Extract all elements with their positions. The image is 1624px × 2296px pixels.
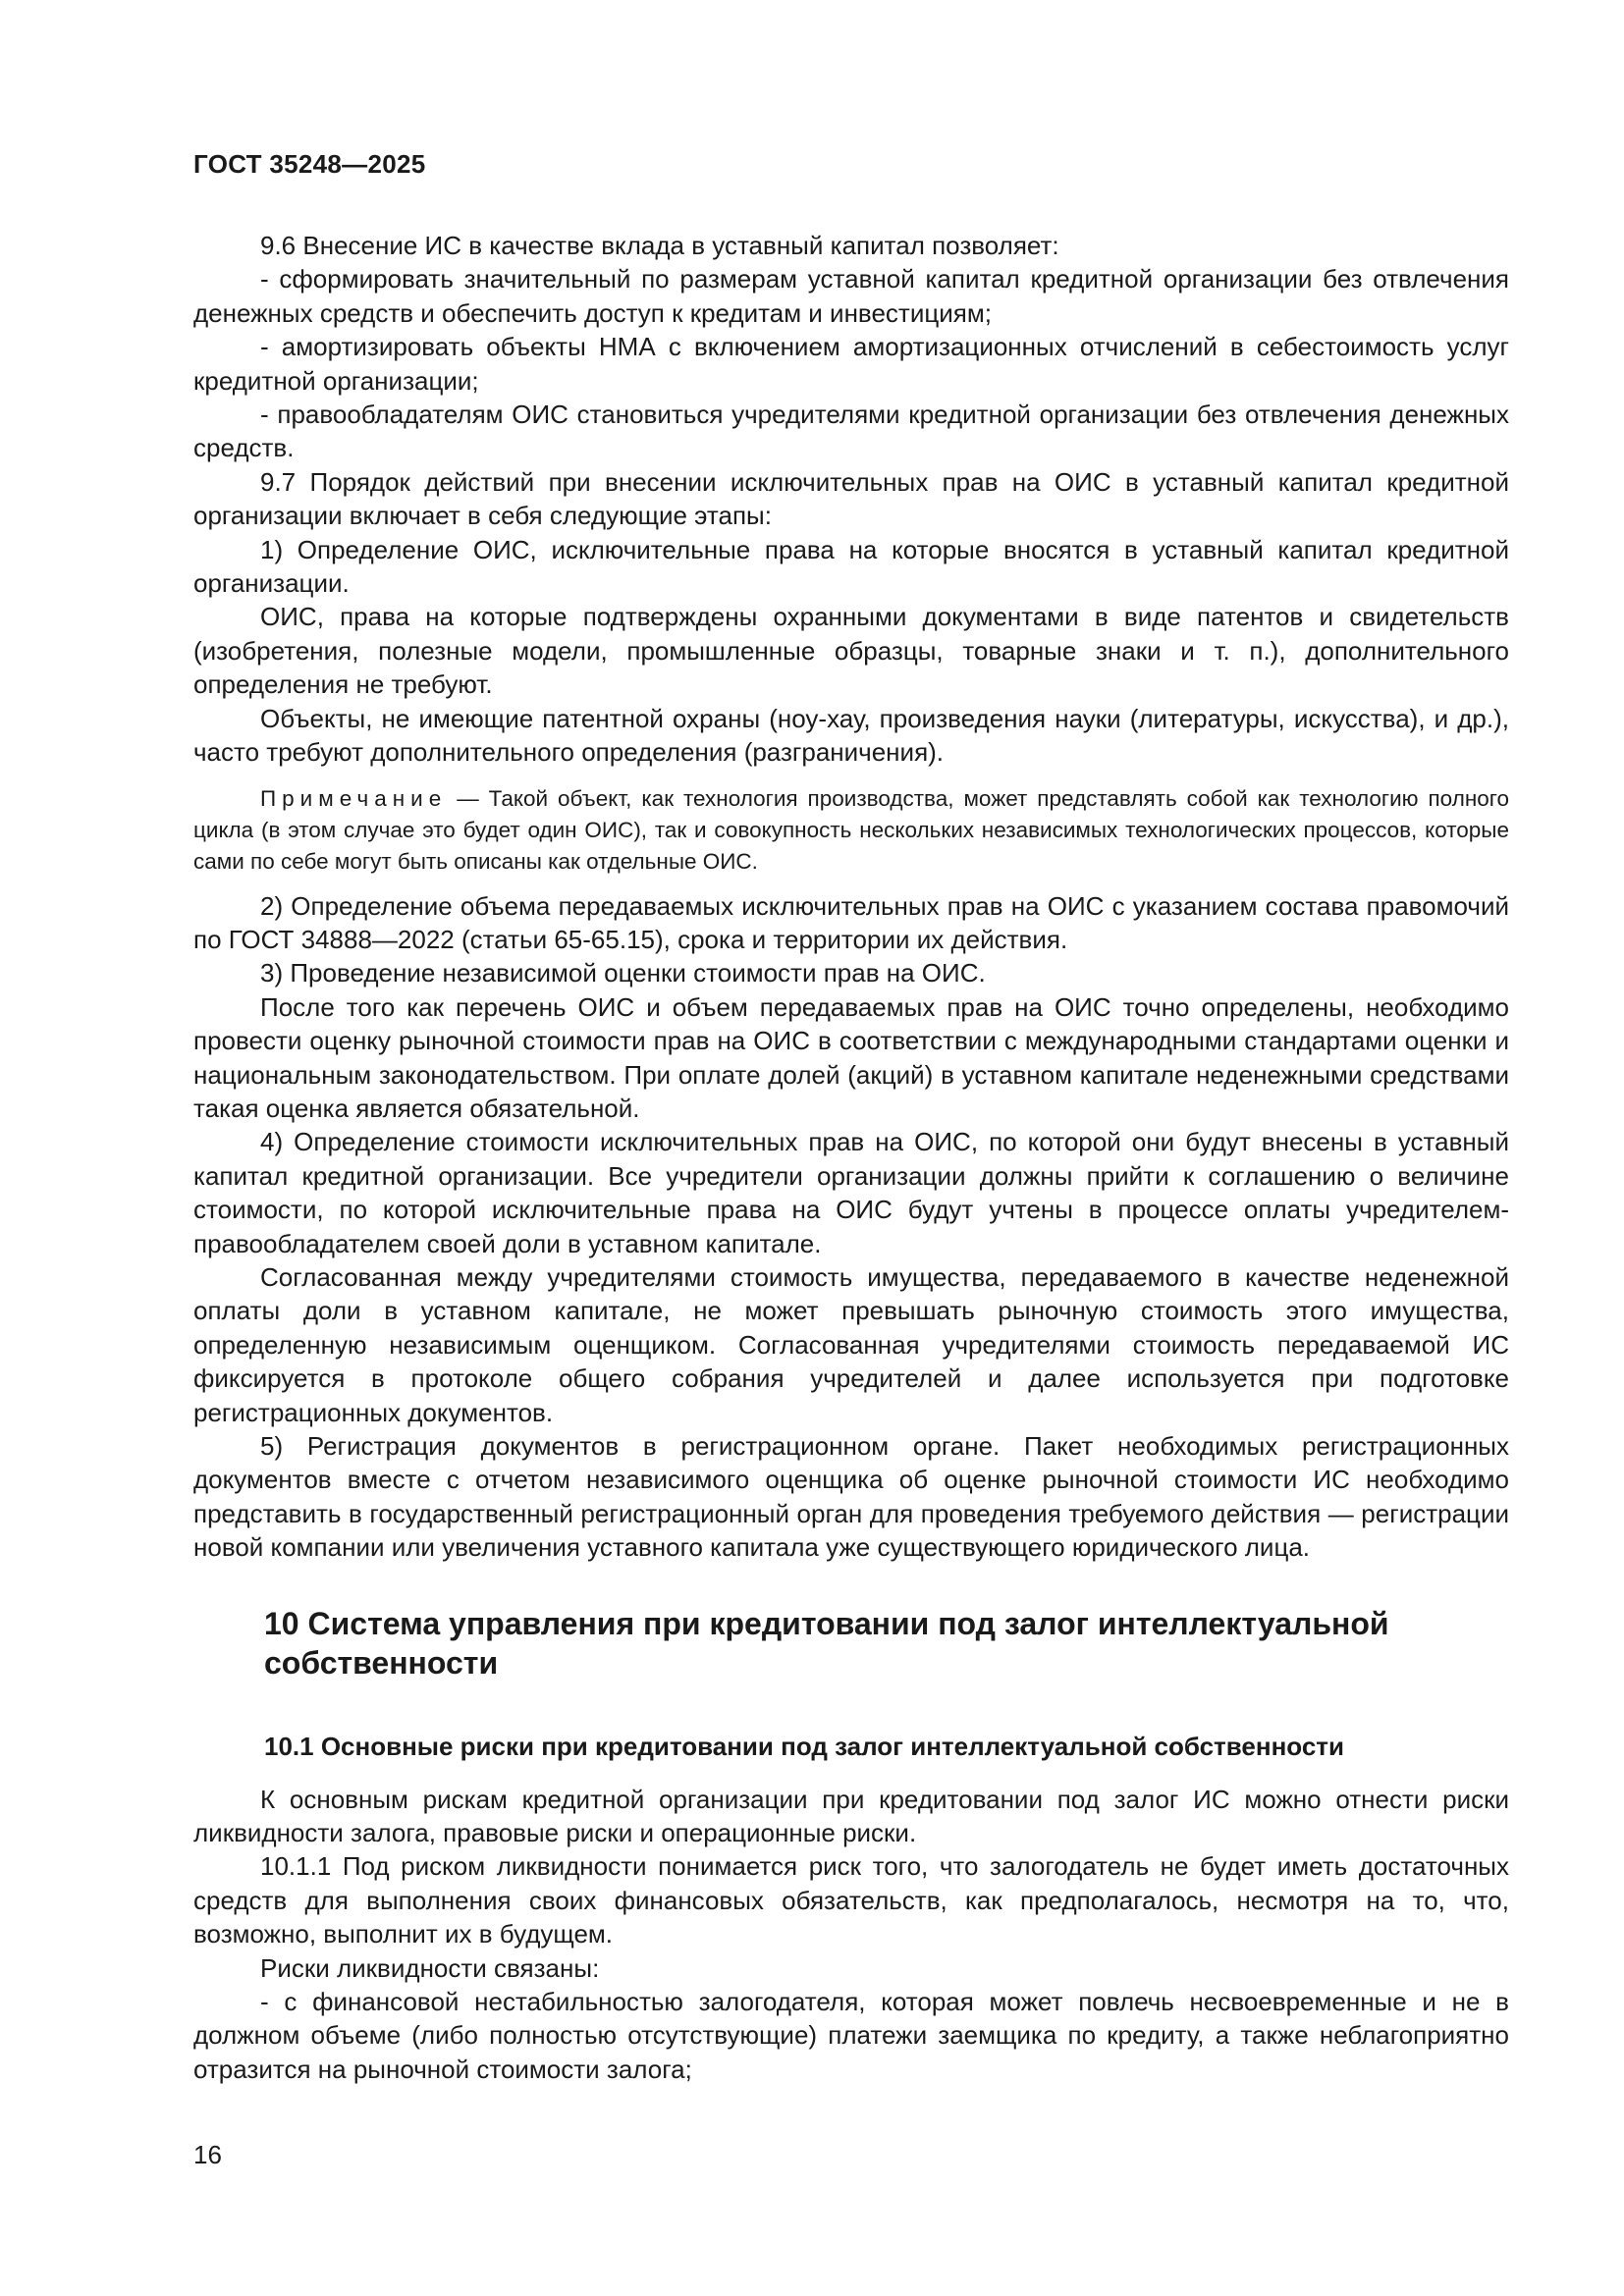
list-item: - амортизировать объекты НМА с включением амортизационных отчислений в себестоимость услуг кредитной организации; bbox=[193, 332, 1509, 396]
paragraph: Согласованная между учредителями стоимость имущества, передаваемого в качестве неденежной оплаты доли в уставном капитале, не может превышать рыночную стоимость этого имущества, определенную независимым оценщиком. Согласованная учредителями стоимость передаваемой ИС фиксируется в протоколе общего собрания учредителей и далее используется при подготовке регистрационных документов. bbox=[193, 1261, 1509, 1427]
document-body bbox=[193, 229, 1509, 2086]
paragraph: 10.1.1 Под риском ликвидности понимается риск того, что залогодатель не будет иметь достаточных средств для выполнения своих финансовых обязательств, как предполагалось, несмотря на то, что, возможно, выполнит их в будущем. bbox=[193, 1851, 1509, 1949]
paragraph: 5) Регистрация документов в регистрационном органе. Пакет необходимых регистрационных документов вместе с отчетом независимого оценщика об оценке рыночной стоимости ИС необходимо представить в государственный регистрационный орган для проведения требуемого действия — регистрации новой компании или увеличения уставного капитала уже существующего юридического лица. bbox=[193, 1431, 1509, 1563]
note bbox=[193, 783, 1509, 878]
paragraph: Объекты, не имеющие патентной охраны (ноу-хау, произведения науки (литературы, искусства), и др.), часто требуют дополнительного определения (разграничения). bbox=[193, 703, 1509, 768]
list-item: - правообладателям ОИС становиться учредителями кредитной организации без отвлечения денежных средств. bbox=[193, 400, 1509, 463]
list-item: - сформировать значительный по размерам уставной капитал кредитной организации без отвлечения денежных средств и обеспечить доступ к кредитам и инвестициям; bbox=[193, 264, 1509, 328]
page-number: 16 bbox=[193, 2140, 222, 2169]
paragraph: Риски ликвидности связаны: bbox=[260, 1952, 600, 1983]
paragraph: 4) Определение стоимости исключительных прав на ОИС, по которой они будут внесены в уставный капитал кредитной организации. Все учредители организации должны прийти к соглашению о величине стоимости, по которой исключительные права на ОИС будут учтены в процессе оплаты учредителем-правообладателем своей доли в уставном капитале. bbox=[193, 1127, 1509, 1258]
paragraph: ОИС, права на которые подтверждены охранными документами в виде патентов и свидетельств (изобретения, полезные модели, промышленные образцы, товарные знаки и т. п.), дополнительного определения не требуют. bbox=[193, 602, 1509, 700]
section-heading: 10 Система управления при кредитовании под залог интеллектуальной собственности bbox=[264, 1605, 1389, 1681]
paragraph: К основным рискам кредитной организации при кредитовании под залог ИС можно отнести риски ликвидности залога, правовые риски и операционные риски. bbox=[193, 1784, 1509, 1848]
paragraph: 1) Определение ОИС, исключительные права на которые вносятся в уставный капитал кредитной организации. bbox=[193, 534, 1509, 599]
paragraph: 3) Проведение независимой оценки стоимости прав на ОИС. bbox=[260, 958, 986, 988]
subsection-heading: 10.1 Основные риски при кредитовании под залог интеллектуальной собственности bbox=[264, 1731, 1345, 1761]
paragraph: 9.6 Внесение ИС в качестве вклада в уставный капитал позволяет: bbox=[260, 231, 1059, 260]
paragraph: После того как перечень ОИС и объем передаваемых прав на ОИС точно определены, необходимо провести оценку рыночной стоимости прав на ОИС в соответствии с международными стандартами оценки и национальным законодательством. При оплате долей (акций) в уставном капитале неденежными средствами такая оценка является обязательной. bbox=[193, 991, 1509, 1123]
paragraph: 2) Определение объема передаваемых исключительных прав на ОИС с указанием состава правомочий по ГОСТ 34888—2022 (статьи 65-65.15), срока и территории их действия. bbox=[193, 890, 1509, 954]
document-code: ГОСТ 35248—2025 bbox=[193, 149, 426, 179]
note-text: — Такой объект, как технология производства, может представлять собой как технологию полного цикла (в этом случае это будет один ОИС), так и совокупность нескольких независимых технологических процессов, которые сами по себе могут быть описаны как отдельные ОИС. bbox=[193, 785, 1509, 874]
note-label: Примечание bbox=[260, 785, 448, 811]
list-item: - с финансовой нестабильностью залогодателя, которая может повлечь несвоевременные и не в должном объеме (либо полностью отсутствующие) платежи заемщика по кредиту, а также неблагоприятно отразится на рыночной стоимости залога; bbox=[193, 1987, 1509, 2084]
paragraph: 9.7 Порядок действий при внесении исключительных прав на ОИС в уставный капитал кредитной организации включает в себя следующие этапы: bbox=[193, 466, 1509, 531]
